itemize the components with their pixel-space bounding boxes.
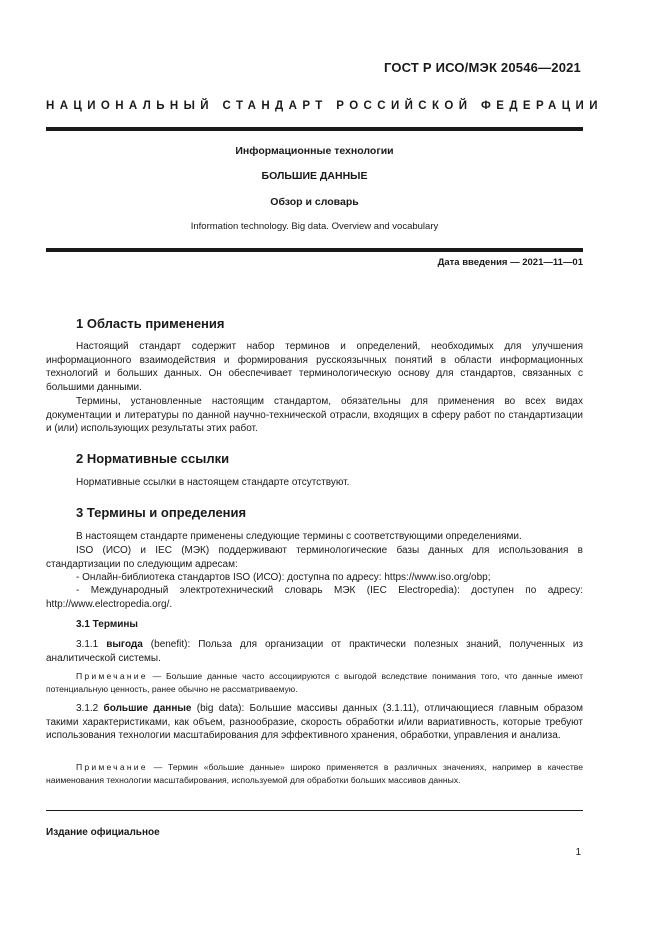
note-2 xyxy=(46,761,583,787)
section-1-heading: 1 Область применения xyxy=(76,316,225,331)
note-2-text: — Термин «большие данные» широко применяется в различных значениях, например в качестве наименования технологии масштабирования, используемой для обработки больших массивов данных. xyxy=(46,762,584,785)
introduction-date: Дата введения — 2021—11—01 xyxy=(437,257,583,268)
term-3-1-2 xyxy=(46,702,583,743)
term-3-1-1-definition: (benefit): Польза для организации от практически полезных знаний, полученных из аналитической системы. xyxy=(46,639,583,664)
note-1 xyxy=(46,670,583,696)
term-3-1-2-definition: (big data): Большие массивы данных (3.1.11), отличающиеся главным образом такими характеристиками, как объем, разнообразие, скорость обработки и/или вариативность, которые требуют использования технологии масштабирования для эффективного хранения, обработки, управления и анализа. xyxy=(46,703,584,742)
note-2-label: Примечание xyxy=(76,762,148,772)
official-edition-label: Издание официальное xyxy=(46,827,160,838)
section-3-paragraph-2: ISO (ИСО) и IEC (МЭК) поддерживают терминологические базы данных для использования в стандартизации по следующим адресам: xyxy=(46,545,583,570)
section-3-paragraph-1: В настоящем стандарте применены следующие термины с соответствующими определениями. xyxy=(76,531,522,542)
national-standard-title: НАЦИОНАЛЬНЫЙ СТАНДАРТ РОССИЙСКОЙ ФЕДЕРАЦИИ xyxy=(46,100,603,112)
title-line-1: Информационные технологии xyxy=(235,145,394,157)
term-3-1-1-term: выгода xyxy=(106,639,143,650)
bottom-rule xyxy=(46,248,583,252)
section-3-list-item-2: - Международный электротехнический словарь МЭК (IEC Electropedia): доступен по адресу: http://www.electropedia.org/. xyxy=(46,585,583,610)
section-2-heading: 2 Нормативные ссылки xyxy=(76,451,230,466)
subsection-3-1-heading: 3.1 Термины xyxy=(76,619,138,630)
top-rule xyxy=(46,127,583,131)
section-3-list-item-1: - Онлайн-библиотека стандартов ISO (ИСО): доступна по адресу: https://www.iso.org/obp; xyxy=(76,572,491,583)
section-1-paragraph-1: Настоящий стандарт содержит набор терминов и определений, необходимых для улучшения информационного взаимодействия и формирования русскоязычных понятий в области информационных технологий и больших данных. Он обеспечивает терминологическую основу для стандартов, связанных с большими данными. xyxy=(46,341,583,393)
term-3-1-1 xyxy=(46,638,583,665)
term-3-1-1-number: 3.1.1 xyxy=(76,639,99,650)
section-3-heading: 3 Термины и определения xyxy=(76,505,247,520)
document-code: ГОСТ Р ИСО/МЭК 20546—2021 xyxy=(383,60,581,75)
note-1-text: — Большие данные часто ассоциируются с выгодой вследствие понимания того, что данные имеют потенциальную ценность, ранее обычно не рассматриваемую. xyxy=(46,671,584,694)
title-line-2: БОЛЬШИЕ ДАННЫЕ xyxy=(261,170,368,182)
english-title: Information technology. Big data. Overview and vocabulary xyxy=(190,221,439,232)
term-3-1-2-term: большие данные xyxy=(103,703,192,714)
title-line-3: Обзор и словарь xyxy=(270,196,359,208)
page-number: 1 xyxy=(575,847,581,858)
section-1-paragraph-2: Термины, установленные настоящим стандартом, обязательны для применения во всех видах документации и литературы по данной научно-технической отрасли, входящих в сферу работ по стандартизации и (или) использующих результаты этих работ. xyxy=(46,396,583,435)
note-1-label: Примечание xyxy=(76,671,148,681)
term-3-1-2-number: 3.1.2 xyxy=(76,703,99,714)
section-2-paragraph-1: Нормативные ссылки в настоящем стандарте отсутствуют. xyxy=(76,477,350,488)
footer-rule xyxy=(46,810,583,811)
